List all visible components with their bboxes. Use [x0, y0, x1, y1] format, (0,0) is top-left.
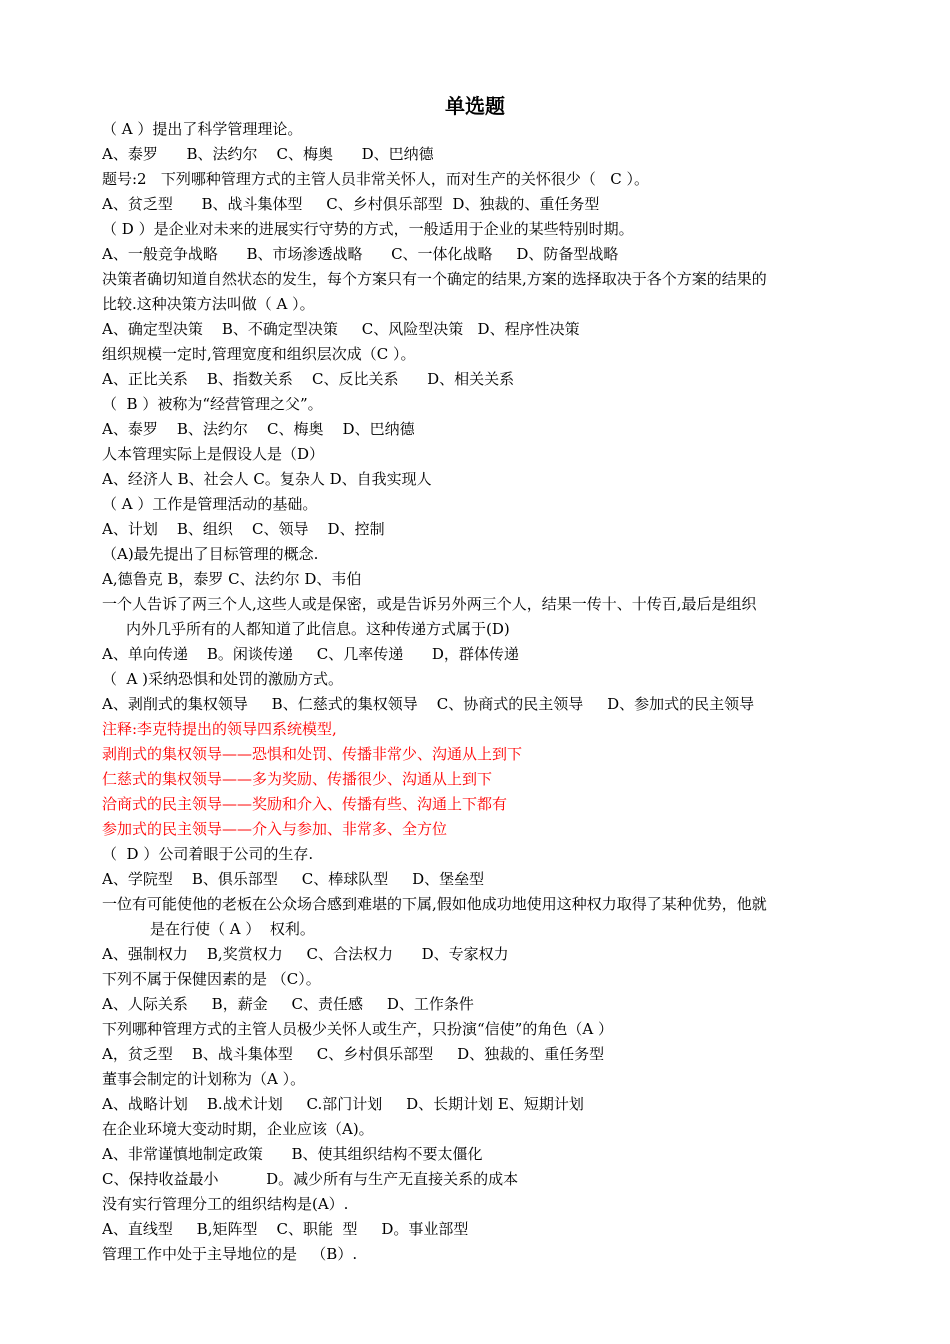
text-line: 人本管理实际上是假设人是（D） [102, 445, 325, 463]
text-line: A、学院型 B、俱乐部型 C、棒球队型 D、堡垒型 [102, 870, 485, 888]
text-line: （ D ）公司着眼于公司的生存. [102, 845, 314, 863]
text-line: 在企业环境大变动时期，企业应该（A)。 [102, 1120, 374, 1138]
text-line: 没有实行管理分工的组织结构是(A）. [102, 1195, 349, 1213]
text-line: 内外几乎所有的人都知道了此信息。这种传递方式属于(D) [126, 620, 510, 638]
text-line: A、泰罗 B、法约尔 C、梅奥 D、巴纳德 [102, 420, 415, 438]
text-line: A、强制权力 B,奖赏权力 C、合法权力 D、专家权力 [102, 945, 509, 963]
question-list [102, 117, 852, 1267]
text-line: A、一般竞争战略 B、市场渗透战略 C、一体化战略 D、防备型战略 [102, 245, 619, 263]
text-line: 题号:2 下列哪种管理方式的主管人员非常关怀人，而对生产的关怀很少（ C ）。 [102, 170, 649, 188]
text-line: （A)最先提出了目标管理的概念. [102, 545, 319, 563]
text-line: 一个人告诉了两三个人,这些人或是保密，或是告诉另外两三个人，结果一传十、十传百,最后是组织 [102, 595, 757, 613]
text-line: 一位有可能使他的老板在公众场合感到难堪的下属,假如他成功地使用这种权力取得了某种优势，他就 [102, 895, 767, 913]
note-line: 洽商式的民主领导——奖励和介入、传播有些、沟通上下都有 [102, 795, 508, 813]
note-line: 仁慈式的集权领导——多为奖励、传播很少、沟通从上到下 [102, 770, 493, 788]
text-line: A、单向传递 B。闲谈传递 C、几率传递 D，群体传递 [102, 645, 519, 663]
text-line: （ A ）工作是管理活动的基础。 [102, 495, 318, 513]
text-line: A、战略计划 B.战术计划 C.部门计划 D、长期计划 E、短期计划 [102, 1095, 584, 1113]
text-line: A、非常谨慎地制定政策 B、使其组织结构不要太僵化 [102, 1145, 483, 1163]
text-line: （ A )采纳恐惧和处罚的激励方式。 [102, 670, 343, 688]
text-line: C、保持收益最小 D。减少所有与生产无直接关系的成本 [102, 1170, 519, 1188]
text-line: 比较.这种决策方法叫做（ A ）。 [102, 295, 315, 313]
text-line: （ A ）提出了科学管理理论。 [102, 120, 303, 138]
text-line: 决策者确切知道自然状态的发生，每个方案只有一个确定的结果,方案的选择取决于各个方案的结果的 [102, 270, 767, 288]
text-line: A、贫乏型 B、战斗集体型 C、乡村俱乐部型 D、独裁的、重任务型 [102, 195, 600, 213]
text-line: 下列不属于保健因素的是 （C）。 [102, 970, 321, 988]
text-line: A、正比关系 B、指数关系 C、反比关系 D、相关关系 [102, 370, 515, 388]
text-line: A、确定型决策 B、不确定型决策 C、风险型决策 D、程序性决策 [102, 320, 580, 338]
note-line: 剥削式的集权领导——恐惧和处罚、传播非常少、沟通从上到下 [102, 745, 523, 763]
text-line: A、人际关系 B，薪金 C、责任感 D、工作条件 [102, 995, 474, 1013]
text-line: 管理工作中处于主导地位的是 （B）. [102, 1245, 358, 1263]
text-line: A、泰罗 B、法约尔 C、梅奥 D、巴纳德 [102, 145, 434, 163]
note-line: 注释:李克特提出的领导四系统模型, [102, 720, 337, 738]
text-line: 下列哪种管理方式的主管人员极少关怀人或生产，只扮演“信使”的角色（A ） [102, 1020, 613, 1038]
text-line: （ D ）是企业对未来的进展实行守势的方式，一般适用于企业的某些特别时期。 [102, 220, 634, 238]
text-line: A、剥削式的集权领导 B、仁慈式的集权领导 C、协商式的民主领导 D、参加式的民主领导 [102, 695, 755, 713]
text-line: 组织规模一定时,管理宽度和组织层次成（C ）。 [102, 345, 416, 363]
text-line: A、经济人 B、社会人 C。复杂人 D、自我实现人 [102, 470, 432, 488]
text-line: 是在行使（ A ） 权利。 [150, 920, 315, 938]
text-line: A，贫乏型 B、战斗集体型 C、乡村俱乐部型 D、独裁的、重任务型 [102, 1045, 605, 1063]
note-line: 参加式的民主领导——介入与参加、非常多、全方位 [102, 820, 448, 838]
text-line: 董事会制定的计划称为（A ）。 [102, 1070, 306, 1088]
text-line: （ B ）被称为“经营管理之父”。 [102, 395, 323, 413]
text-line: A、计划 B、组织 C、领导 D、控制 [102, 520, 385, 538]
text-line: A,德鲁克 B，泰罗 C、法约尔 D、韦伯 [102, 570, 362, 588]
document-title: 单选题 [445, 94, 505, 118]
text-line: A、直线型 B,矩阵型 C、职能 型 D。事业部型 [102, 1220, 469, 1238]
